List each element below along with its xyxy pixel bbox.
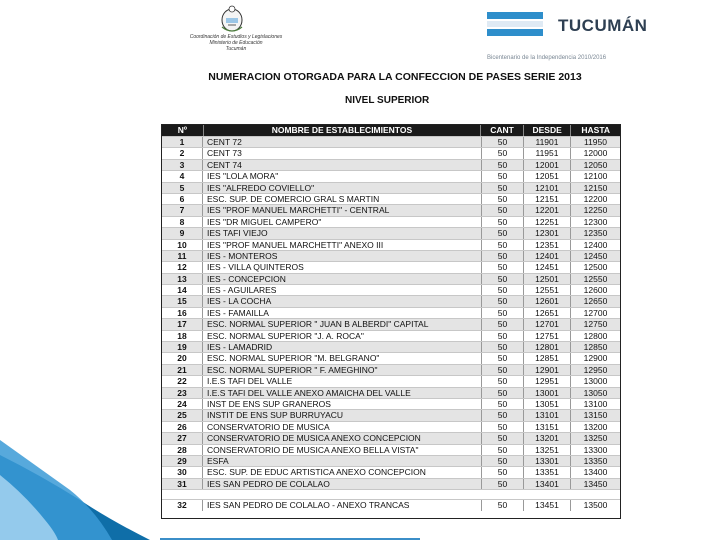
- cell-name: IES "LOLA MORA": [203, 171, 482, 181]
- cell-cant: 50: [482, 342, 524, 352]
- cell-desde: 12401: [524, 251, 571, 261]
- cell-number: 24: [162, 399, 203, 409]
- column-header-number: Nº: [162, 125, 204, 136]
- cell-cant: 50: [482, 376, 524, 386]
- cell-hasta: 12300: [583, 216, 608, 227]
- cell-name: IES - LA COCHA: [203, 296, 482, 306]
- cell-desde: 12601: [524, 296, 571, 306]
- cell-number: 30: [162, 467, 203, 477]
- table-row: [162, 455, 620, 466]
- cell-cant: 50: [482, 217, 524, 227]
- cell-number: 31: [162, 479, 203, 489]
- cell-name: INST DE ENS SUP GRANEROS: [203, 399, 482, 409]
- table-row: [162, 341, 620, 352]
- cell-hasta: 12650: [583, 296, 608, 307]
- cell-desde: 12701: [524, 319, 571, 329]
- cell-cant: 50: [482, 388, 524, 398]
- cell-name: CENT 74: [203, 160, 482, 170]
- cell-desde: 12851: [524, 353, 571, 363]
- cell-number: 29: [162, 456, 203, 466]
- table-row: [162, 307, 620, 318]
- cell-cant: 50: [482, 194, 524, 204]
- cell-number: 21: [162, 365, 203, 375]
- cell-desde: 11951: [524, 148, 571, 158]
- cell-hasta: 12150: [583, 182, 608, 193]
- cell-cant: 50: [482, 240, 524, 250]
- cell-name: I.E.S TAFI DEL VALLE ANEXO AMAICHA DEL VALLE: [203, 388, 482, 398]
- logo-name: TUCUMÁN: [558, 16, 648, 35]
- cell-cant: 50: [482, 365, 524, 375]
- cell-cant: 50: [482, 171, 524, 181]
- cell-hasta: 13200: [583, 421, 608, 432]
- cell-hasta: 13000: [583, 376, 608, 387]
- cell-name: ESC. NORMAL SUPERIOR " JUAN B ALBERDI" CAPITAL: [203, 319, 482, 329]
- cell-name: ESC. NORMAL SUPERIOR " F. AMEGHINO": [203, 365, 482, 375]
- table-row: [162, 273, 620, 284]
- cell-hasta: 12600: [583, 285, 608, 296]
- cell-hasta: 12200: [583, 193, 608, 204]
- cell-cant: 50: [482, 228, 524, 238]
- cell-desde: 13151: [524, 422, 571, 432]
- cell-name: CENT 73: [203, 148, 482, 158]
- cell-hasta: 13400: [583, 467, 608, 478]
- document-title: NUMERACION OTORGADA PARA LA CONFECCION DE PASES SERIE 2013: [208, 71, 582, 83]
- cell-hasta: 13300: [583, 444, 608, 455]
- table-row: [162, 387, 620, 398]
- cell-desde: 13301: [524, 456, 571, 466]
- cell-hasta: 13450: [583, 478, 608, 489]
- column-header-name: NOMBRE DE ESTABLECIMIENTOS: [204, 125, 482, 136]
- cell-desde: 13001: [524, 388, 571, 398]
- cell-name: CONSERVATORIO DE MUSICA ANEXO CONCEPCION: [203, 433, 482, 443]
- cell-number: 22: [162, 376, 203, 386]
- cell-hasta: 12900: [583, 353, 608, 364]
- cell-name: IES TAFI VIEJO: [203, 228, 482, 238]
- cell-hasta: 12500: [583, 262, 608, 273]
- cell-name: ESFA: [203, 456, 482, 466]
- cell-name: IES - FAMAILLA: [203, 308, 482, 318]
- cell-hasta: 13250: [583, 433, 608, 444]
- cell-hasta: 12000: [583, 148, 608, 159]
- logo-subtitle: Bicentenario de la Independencia 2010/2016: [487, 55, 607, 61]
- table-row: [162, 227, 620, 238]
- cell-hasta: 12400: [583, 239, 608, 250]
- cell-name: IES - AGUILARES: [203, 285, 482, 295]
- cell-desde: 12051: [524, 171, 571, 181]
- table-row: [162, 466, 620, 477]
- cell-number: 8: [162, 217, 203, 227]
- cell-number: 11: [162, 251, 203, 261]
- cell-desde: 12201: [524, 205, 571, 215]
- table-row: [162, 478, 620, 489]
- table-row: [162, 364, 620, 375]
- cell-name: CENT 72: [203, 137, 482, 147]
- cell-name: IES SAN PEDRO DE COLALAO: [203, 479, 482, 489]
- cell-name: ESC. NORMAL SUPERIOR "M. BELGRANO": [203, 353, 482, 363]
- cell-name: CONSERVATORIO DE MUSICA ANEXO BELLA VISTA": [203, 445, 482, 455]
- table-body: [162, 136, 620, 511]
- cell-desde: 12001: [524, 160, 571, 170]
- cell-hasta: 13100: [583, 398, 608, 409]
- cell-number: 27: [162, 433, 203, 443]
- cell-hasta: 12950: [583, 364, 608, 375]
- table-row: [162, 239, 620, 250]
- cell-desde: 13451: [524, 500, 571, 510]
- cell-desde: 12251: [524, 217, 571, 227]
- cell-desde: 11901: [524, 137, 571, 147]
- cell-number: 28: [162, 445, 203, 455]
- cell-desde: 12751: [524, 331, 571, 341]
- cell-hasta: 12250: [583, 205, 608, 216]
- cell-name: IES "PROF MANUEL MARCHETTI" - CENTRAL: [203, 205, 482, 215]
- column-header-hasta: HASTA: [581, 125, 611, 135]
- cell-hasta: 13500: [583, 500, 608, 511]
- cell-number: 1: [162, 137, 203, 147]
- ministry-line: Tucumán: [225, 46, 247, 52]
- table-row: [162, 330, 620, 341]
- cell-name: IES - MONTEROS: [203, 251, 482, 261]
- cell-cant: 50: [482, 479, 524, 489]
- cell-cant: 50: [482, 500, 524, 510]
- cell-desde: 13101: [524, 410, 571, 420]
- cell-desde: 12451: [524, 262, 571, 272]
- tucuman-flag-logo-icon: [487, 12, 543, 36]
- cell-name: CONSERVATORIO DE MUSICA: [203, 422, 482, 432]
- cell-cant: 50: [482, 148, 524, 158]
- cell-desde: 12801: [524, 342, 571, 352]
- cell-hasta: 12100: [583, 171, 608, 182]
- cell-cant: 50: [482, 205, 524, 215]
- provincial-seal-icon: [219, 5, 245, 33]
- cell-cant: 50: [482, 183, 524, 193]
- table-header: [162, 125, 620, 136]
- table-row: [162, 261, 620, 272]
- table-row: [162, 159, 620, 170]
- cell-cant: 50: [482, 410, 524, 420]
- cell-cant: 50: [482, 433, 524, 443]
- cell-desde: 12101: [524, 183, 571, 193]
- cell-name: ESC. SUP. DE EDUC ARTISTICA ANEXO CONCEPCION: [203, 467, 482, 477]
- cell-name: IES - VILLA QUINTEROS: [203, 262, 482, 272]
- table-row: [162, 409, 620, 420]
- ministry-line: Ministerio de Educación: [209, 40, 263, 46]
- column-header-desde: DESDE: [524, 125, 572, 136]
- ministry-line: Coordinación de Estudios y Legislaciones: [189, 34, 283, 40]
- cell-hasta: 12850: [583, 342, 608, 353]
- table-row: [162, 170, 620, 181]
- cell-desde: 13351: [524, 467, 571, 477]
- cell-desde: 12301: [524, 228, 571, 238]
- cell-name: IES "ALFREDO COVIELLO": [203, 183, 482, 193]
- cell-desde: 12501: [524, 274, 571, 284]
- table-row: [162, 216, 620, 227]
- cell-desde: 12351: [524, 240, 571, 250]
- cell-name: IES "PROF MANUEL MARCHETTI" ANEXO III: [203, 240, 482, 250]
- cell-cant: 50: [482, 251, 524, 261]
- table-row: [162, 398, 620, 409]
- ministry-caption: [176, 34, 296, 52]
- cell-desde: 12651: [524, 308, 571, 318]
- table-row: [162, 284, 620, 295]
- cell-number: 25: [162, 410, 203, 420]
- cell-number: 13: [162, 274, 203, 284]
- cell-name: IES - CONCEPCION: [203, 274, 482, 284]
- cell-number: 3: [162, 160, 203, 170]
- table-spacer: [162, 489, 620, 499]
- table-row: [162, 250, 620, 261]
- table-row: [162, 204, 620, 215]
- cell-hasta: 12550: [583, 273, 608, 284]
- cell-name: IES - LAMADRID: [203, 342, 482, 352]
- cell-hasta: 12700: [583, 307, 608, 318]
- cell-desde: 12551: [524, 285, 571, 295]
- cell-hasta: 11950: [583, 137, 607, 147]
- cell-cant: 50: [482, 296, 524, 306]
- cell-hasta: 13050: [583, 387, 608, 398]
- cell-number: 26: [162, 422, 203, 432]
- cell-desde: 12901: [524, 365, 571, 375]
- cell-desde: 13401: [524, 479, 571, 489]
- cell-number: 18: [162, 331, 203, 341]
- cell-hasta: 12750: [583, 319, 608, 330]
- table-row: [162, 375, 620, 386]
- cell-desde: 12151: [524, 194, 571, 204]
- cell-number: 5: [162, 183, 203, 193]
- cell-cant: 50: [482, 467, 524, 477]
- cell-number: 16: [162, 308, 203, 318]
- table-row: [162, 432, 620, 443]
- cell-number: 15: [162, 296, 203, 306]
- decorative-wave-corner: [0, 440, 150, 540]
- table-row: [162, 444, 620, 455]
- table-row: [162, 352, 620, 363]
- cell-cant: 50: [482, 274, 524, 284]
- cell-number: 12: [162, 262, 203, 272]
- cell-number: 20: [162, 353, 203, 363]
- cell-number: 19: [162, 342, 203, 352]
- cell-cant: 50: [482, 319, 524, 329]
- cell-number: 17: [162, 319, 203, 329]
- cell-desde: 13201: [524, 433, 571, 443]
- cell-hasta: 13350: [583, 455, 608, 466]
- table-row: [162, 182, 620, 193]
- cell-cant: 50: [482, 422, 524, 432]
- cell-hasta: 12350: [583, 228, 608, 239]
- cell-number: 2: [162, 148, 203, 158]
- cell-name: IES "DR MIGUEL CAMPERO": [203, 217, 482, 227]
- cell-cant: 50: [482, 456, 524, 466]
- table-row: [162, 318, 620, 329]
- cell-number: 23: [162, 388, 203, 398]
- cell-hasta: 12450: [583, 250, 608, 261]
- cell-name: INSTIT DE ENS SUP BURRUYACU: [203, 410, 482, 420]
- cell-desde: 13251: [524, 445, 571, 455]
- cell-hasta: 12050: [583, 159, 608, 170]
- table-row: [162, 147, 620, 158]
- cell-desde: 12951: [524, 376, 571, 386]
- cell-number: 4: [162, 171, 203, 181]
- table-row: [162, 421, 620, 432]
- cell-cant: 50: [482, 285, 524, 295]
- cell-desde: 13051: [524, 399, 571, 409]
- numbering-table: [161, 124, 621, 519]
- cell-number: 7: [162, 205, 203, 215]
- cell-hasta: 12800: [583, 330, 608, 341]
- cell-cant: 50: [482, 160, 524, 170]
- cell-number: 9: [162, 228, 203, 238]
- cell-name: ESC. NORMAL SUPERIOR "J. A. ROCA": [203, 331, 482, 341]
- cell-number: 6: [162, 194, 203, 204]
- cell-name: I.E.S TAFI DEL VALLE: [203, 376, 482, 386]
- document-subtitle: NIVEL SUPERIOR: [345, 95, 430, 106]
- table-row: [162, 136, 620, 147]
- table-row: [162, 193, 620, 204]
- cell-cant: 50: [482, 137, 524, 147]
- cell-number: 10: [162, 240, 203, 250]
- column-header-cant: CANT: [481, 125, 524, 136]
- cell-cant: 50: [482, 308, 524, 318]
- cell-number: 32: [162, 500, 203, 510]
- table-row: [162, 295, 620, 306]
- cell-number: 14: [162, 285, 203, 295]
- cell-name: IES SAN PEDRO DE COLALAO - ANEXO TRANCAS: [203, 500, 482, 510]
- cell-name: ESC. SUP. DE COMERCIO GRAL S MARTIN: [203, 194, 482, 204]
- cell-cant: 50: [482, 353, 524, 363]
- cell-cant: 50: [482, 331, 524, 341]
- cell-cant: 50: [482, 445, 524, 455]
- cell-cant: 50: [482, 399, 524, 409]
- cell-hasta: 13150: [583, 410, 608, 421]
- table-row: [162, 499, 620, 510]
- cell-cant: 50: [482, 262, 524, 272]
